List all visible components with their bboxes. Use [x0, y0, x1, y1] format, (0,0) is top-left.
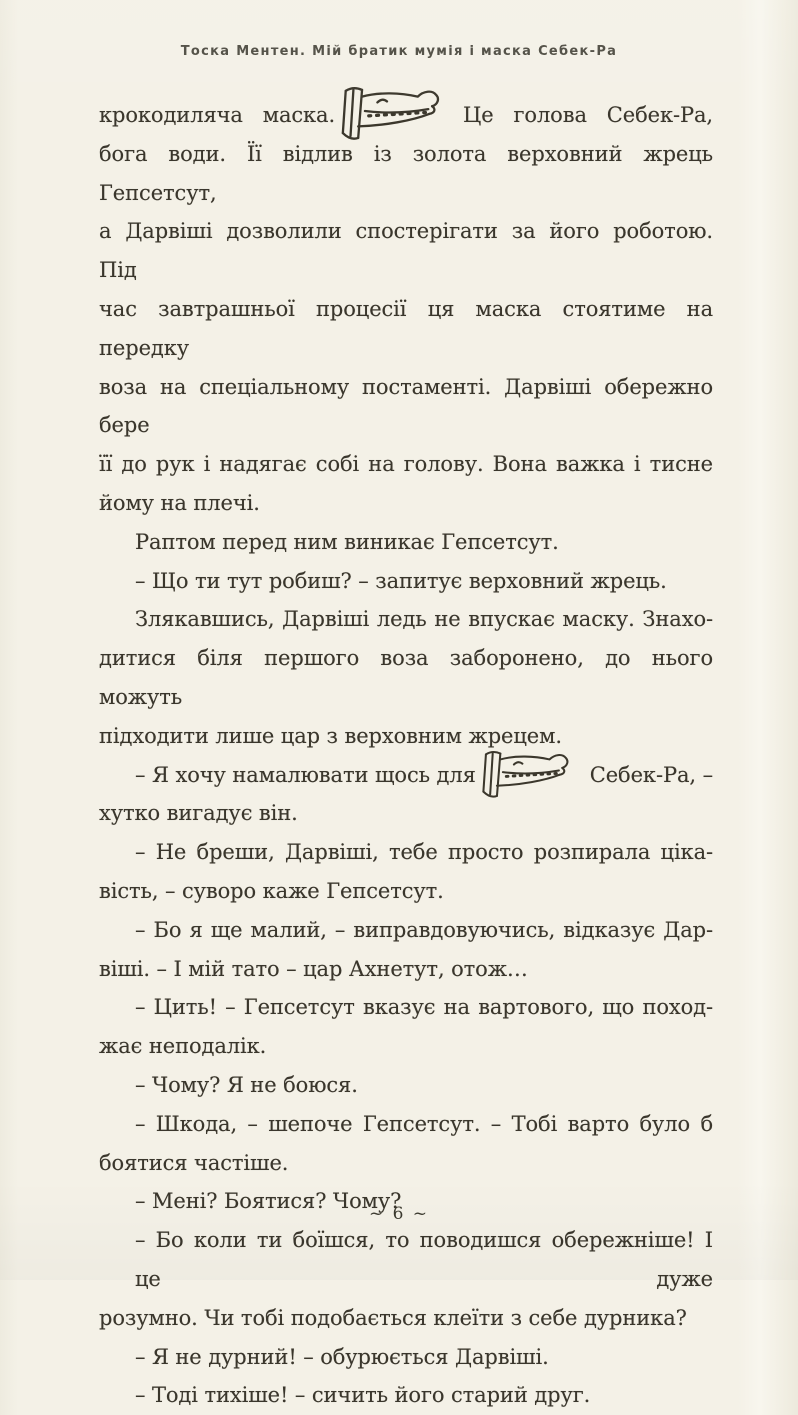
running-header — [0, 44, 798, 59]
text-line: віші. – І мій тато – цар Ахнетут, отож… — [99, 956, 528, 981]
text-line: підходити лише цар з верховним жрецем. — [99, 723, 562, 748]
text-line: – Цить! – Гепсетсут вказує на вартового, що поход- — [135, 995, 713, 1020]
text-line: – Не бреши, Дарвіші, тебе просто розпирала ціка- — [135, 840, 713, 865]
header-title: Тоска Ментен. Мій братик мумія і маска Себек-Ра — [180, 44, 618, 59]
text-line: боятися частіше. — [99, 1150, 289, 1175]
text-line: – Бо я ще малий, – виправдовуючись, відказує Дар- — [135, 917, 713, 942]
text-line: – Бо коли ти боїшся, то поводишся обережніше! І це дуже — [135, 1228, 713, 1291]
text-line: воза на спеціальному постаменті. Дарвіші обережно бере — [99, 374, 713, 438]
text-line: крокодиляча маска. Це голова Себек-Ра, — [99, 96, 713, 135]
page-footer — [0, 1204, 798, 1224]
text-line: розумно. Чи тобі подобається клеїти з себе дурника? — [99, 1305, 687, 1330]
text-line: – Я хочу намалювати щось для Себек-Ра, – — [99, 756, 713, 795]
text-line: бога води. Її відлив із золота верховний жрець Гепсетсут, — [99, 141, 713, 205]
text-line: дитися біля першого воза заборонено, до нього можуть — [99, 646, 713, 709]
text-line: її до рук і надягає собі на голову. Вона важка і тисне — [99, 452, 713, 477]
crocodile-hieroglyph-icon — [339, 97, 459, 131]
page-number: ~ 6 ~ — [368, 1204, 430, 1224]
text-line: вість, – суворо каже Гепсетсут. — [99, 878, 444, 903]
text-line: хутко вигадує він. — [99, 801, 298, 826]
text-line: Раптом перед ним виникає Гепсетсут. — [135, 529, 559, 554]
text-line: а Дарвіші дозволили спостерігати за його роботою. Під — [99, 219, 713, 283]
text-line: – Шкода, – шепоче Гепсетсут. – Тобі варто було б — [135, 1111, 713, 1136]
text-line: – Я не дурний! – обурюється Дарвіші. — [135, 1344, 549, 1369]
text-line: – Чому? Я не боюся. — [135, 1072, 358, 1097]
text-line: час завтрашньої процесії ця маска стоятиме на передку — [99, 296, 713, 360]
text-line: – Що ти тут робиш? – запитує верховний жрець. — [135, 568, 667, 593]
text-line: жає неподалік. — [99, 1034, 267, 1059]
text-line: Злякавшись, Дарвіші ледь не впускає маску. Знахо- — [135, 607, 713, 632]
text-line: йому на плечі. — [99, 490, 260, 515]
crocodile-hieroglyph-icon — [480, 757, 586, 791]
text-line: – Тоді тихіше! – сичить його старий друг. — [135, 1383, 591, 1408]
text-line: – Мені? Боятися? Чому? — [135, 1189, 402, 1214]
